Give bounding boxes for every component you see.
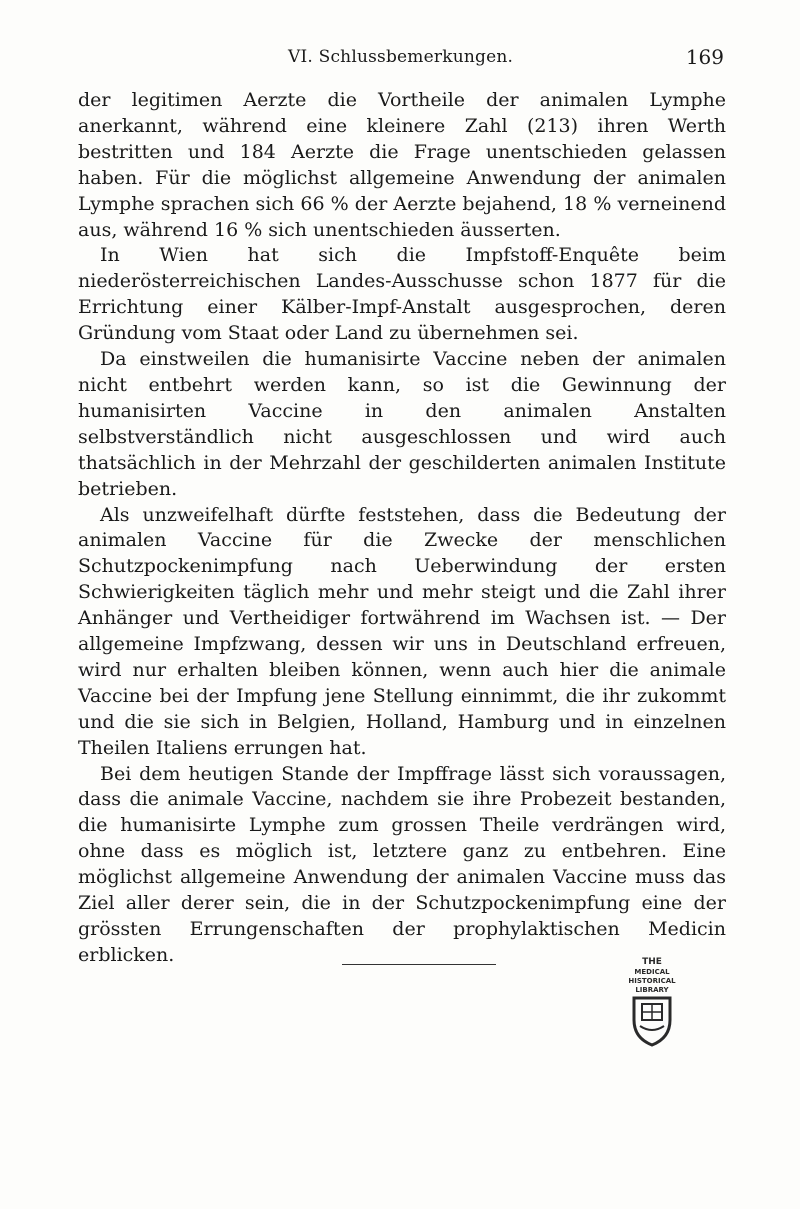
- shield-icon: [634, 998, 670, 1045]
- paragraph-2: In Wien hat sich die Impfstoff-Enquête beim niederösterreichischen Landes-Ausschusse schon 1877 für die Errichtung einer Kälber-Impf-Anstalt ausgesprochen, deren Gründung vom Staat oder Land zu übernehmen sei.: [78, 244, 726, 345]
- end-rule: [342, 964, 496, 965]
- paragraph-5: Bei dem heutigen Stande der Impffrage lässt sich voraussagen, dass die animale Vaccine, nachdem sie ihre Probezeit bestanden, die humanisirte Lymphe zum grossen Theile verdrängen wird, ohne dass es möglich ist, letztere ganz zu entbehren. Eine möglichst allgemeine Anwendung der animalen Vaccine muss das Ziel aller derer sein, die in der Schutzpockenimpfung eine der grössten Errungenschaften der prophylaktischen Medicin erblicken.: [78, 762, 726, 966]
- paragraph-3: Da einstweilen die humanisirte Vaccine neben der animalen nicht entbehrt werden kann, so ist die Gewinnung der humanisirten Vaccine in den animalen Anstalten selbstverständlich nicht ausgeschlossen und wird auch thatsächlich in der Mehrzahl der geschilderten animalen Institute betrieben.: [78, 348, 726, 500]
- stamp-line-1: THE: [642, 957, 662, 967]
- library-stamp: [612, 952, 692, 1048]
- stamp-line-3: HISTORICAL: [628, 977, 676, 985]
- paragraph-4: Als unzweifelhaft dürfte feststehen, dass die Bedeutung der animalen Vaccine für die Zwecke der menschlichen Schutzpockenimpfung nach Ueberwindung der ersten Schwierigkeiten täglich mehr und mehr steigt und die Zahl ihrer Anhänger und Vertheidiger fortwährend im Wachsen ist. — Der allgemeine Impfzwang, dessen wir uns in Deutschland erfreuen, wird nur erhalten bleiben können, wenn auch hier die animale Vaccine bei der Impfung jene Stellung einnimmt, die ihr zukommt und die sie sich in Belgien, Holland, Hamburg und in einzelnen Theilen Italiens errungen hat.: [78, 503, 726, 759]
- page-number: 169: [685, 45, 724, 69]
- chapter-title: VI. Schlussbemerkungen.: [288, 47, 514, 67]
- stamp-line-4: LIBRARY: [635, 986, 669, 994]
- stamp-line-2: MEDICAL: [634, 968, 670, 976]
- paragraph-1: der legitimen Aerzte die Vortheile der animalen Lymphe anerkannt, während eine kleinere Zahl (213) ihren Werth bestritten und 184 Aerzte die Frage unentschieden gelassen haben. Für die möglichst allgemeine Anwendung der animalen Lymphe sprachen sich 66 % der Aerzte bejahend, 18 % verneinend aus, während 16 % sich unentschieden äusserten.: [78, 89, 726, 241]
- running-head: [78, 47, 724, 77]
- body-text: [78, 88, 726, 969]
